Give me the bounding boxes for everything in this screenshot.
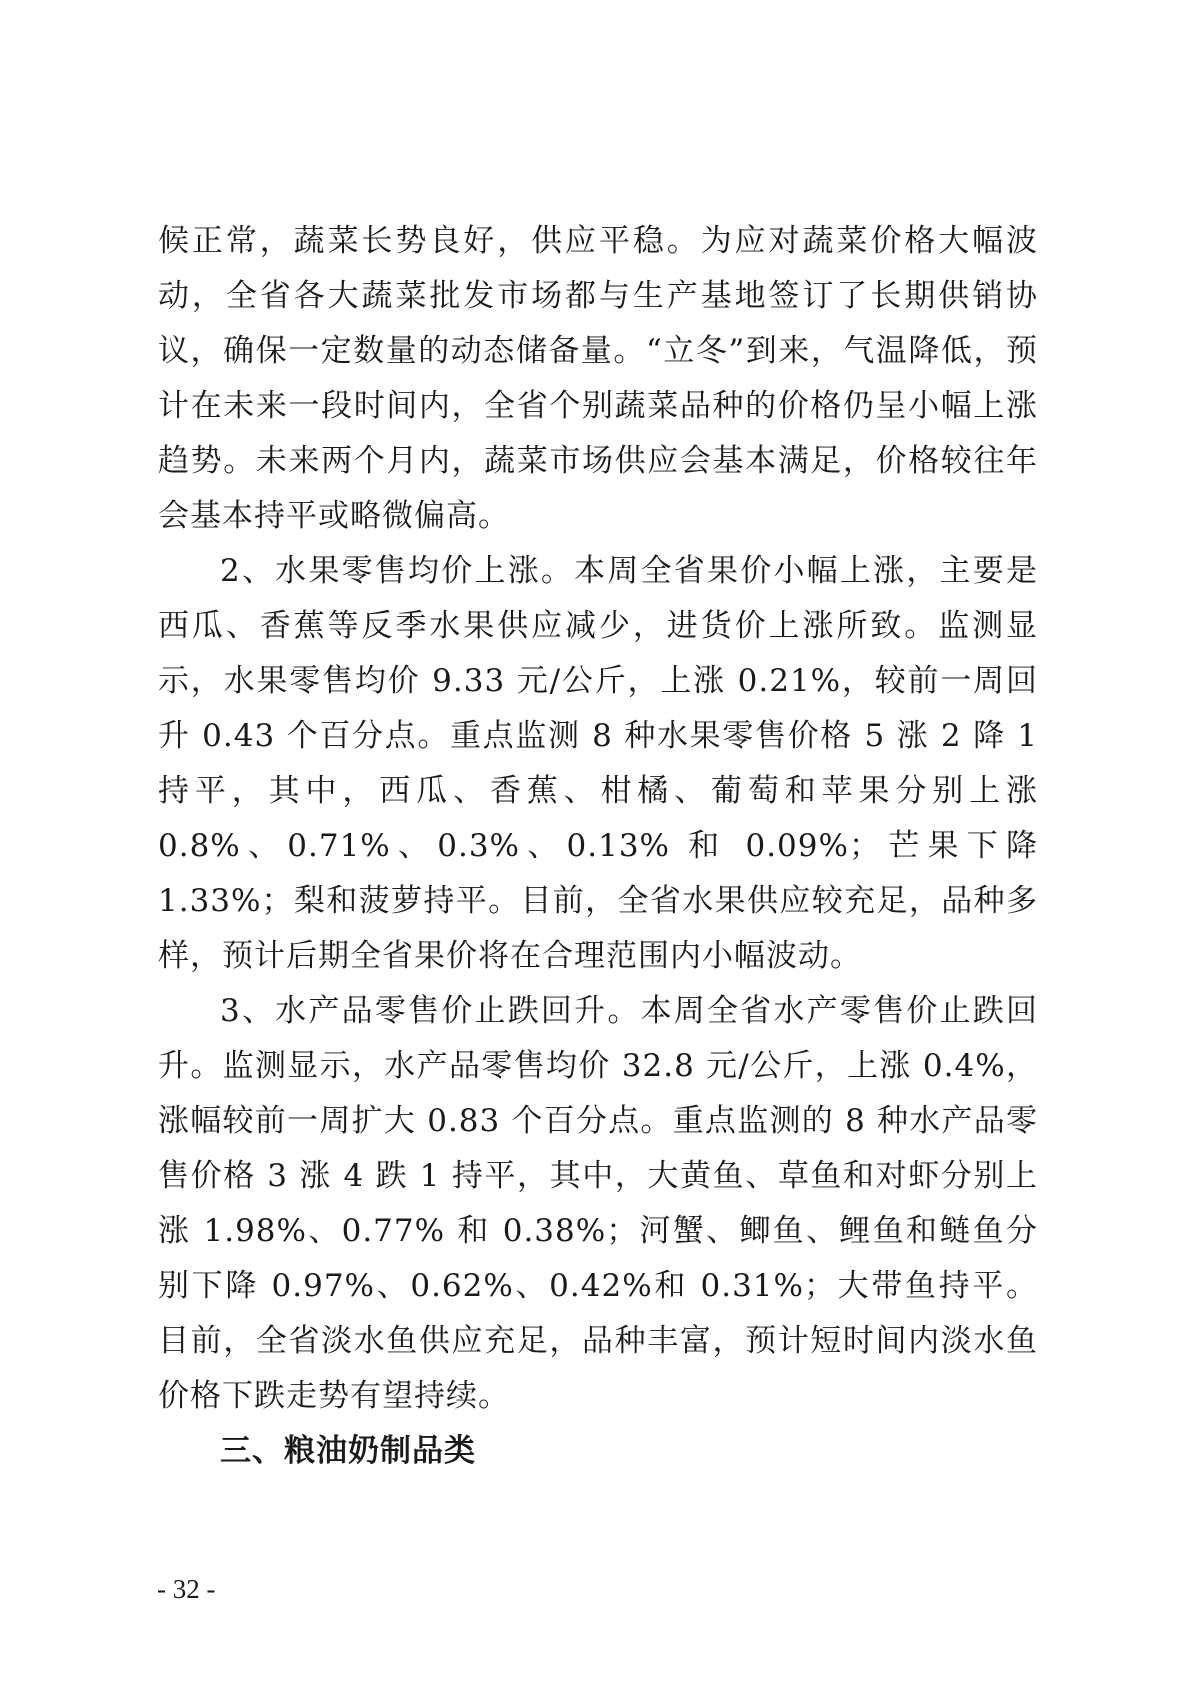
page-number: - 32 -	[157, 1574, 216, 1604]
paragraph-aquatic-prices: 3、水产品零售价止跌回升。本周全省水产零售价止跌回升。监测显示，水产品零售均价 32.8 元/公斤，上涨 0.4%，涨幅较前一周扩大 0.83 个百分点。重点监测的 8 种水产品零售价格 3 涨 4 跌 1 持平，其中，大黄鱼、草鱼和对虾分别上涨 1.98%、0.77% 和 0.38%；河蟹、鲫鱼、鲤鱼和鲢鱼分别下降 0.97%、0.62%、0.42%和 0.31%；大带鱼持平。目前，全省淡水鱼供应充足，品种丰富，预计短时间内淡水鱼价格下跌走势有望持续。	[158, 993, 1038, 1414]
page-body	[158, 214, 1038, 1479]
paragraph-fruit-prices: 2、水果零售均价上涨。本周全省果价小幅上涨，主要是西瓜、香蕉等反季水果供应减少，进货价上涨所致。监测显示，水果零售均价 9.33 元/公斤，上涨 0.21%，较前一周回升 0.43 个百分点。重点监测 8 种水果零售价格 5 涨 2 降 1 持平，其中，西瓜、香蕉、柑橘、葡萄和苹果分别上涨 0.8%、0.71%、0.3%、0.13% 和 0.09%；芒果下降 1.33%；梨和菠萝持平。目前，全省水果供应较充足，品种多样，预计后期全省果价将在合理范围内小幅波动。	[158, 553, 1038, 974]
section-heading-grain-oil-dairy: 三、粮油奶制品类	[220, 1433, 476, 1469]
paragraph-vegetable-outlook: 候正常，蔬菜长势良好，供应平稳。为应对蔬菜价格大幅波动，全省各大蔬菜批发市场都与生产基地签订了长期供销协议，确保一定数量的动态储备量。“立冬”到来，气温降低，预计在未来一段时间内，全省个别蔬菜品种的价格仍呈小幅上涨趋势。未来两个月内，蔬菜市场供应会基本满足，价格较往年会基本持平或略微偏高。	[158, 223, 1038, 534]
